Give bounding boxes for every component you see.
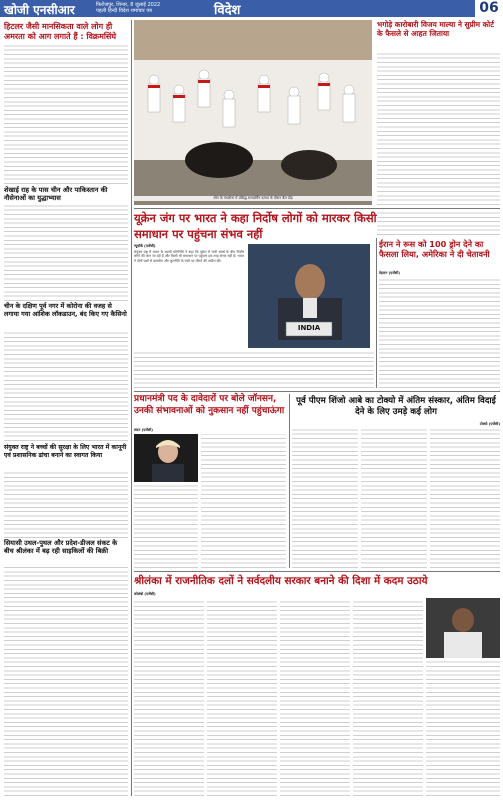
headline-iran-drones: ईरान ने रूस को 100 ड्रोन देने का फैसला लिया, अमेरिका ने दी चेतावनी	[379, 239, 490, 259]
article-body	[134, 484, 198, 568]
section-rule	[134, 208, 500, 209]
article-body	[4, 203, 128, 301]
article-body	[134, 350, 374, 388]
india-nameplate: INDIA	[297, 324, 321, 332]
article-body	[4, 44, 128, 184]
byline: न्यूयॉर्क (एजेंसी)	[134, 244, 156, 248]
article-body-ukraine: संयुक्त राष्ट्र में भारत के स्थायी प्रतिनिधि ने कहा कि यूक्रेन में जारी संघर्ष के बीच निर्दोष लोगों की जान जा रही है और किसी भी समाधान पर पहुंचना इस तरह संभव नहीं है। भारत ने दोनों पक्षों से बातचीत और कूटनीति के रास्ते पर लौटने की अपील की।	[134, 250, 244, 263]
headline-abe-funeral: पूर्व पीएम शिंजो आबे का टोक्यो में अंतिम संस्कार, अंतिम विदाई देने के लिए उमड़े कई लोग	[296, 396, 496, 417]
headline-ukraine-india: यूक्रेन जंग पर भारत ने कहा निर्दोष लोगों को मारकर किसी समाधान पर पहुंचना संभव नहीं	[134, 211, 377, 241]
bull-run-photo	[134, 20, 372, 205]
headline-china-pakistan-navy: शेखाई राह के पास चीन और पाकिस्तान की नौसेनाओं का युद्धाभ्यास	[4, 186, 108, 202]
headline-sri-lanka-govt: श्रीलंका में राजनीतिक दलों ने सर्वदलीय सरकार बनाने की दिशा में कदम उठाये	[134, 575, 428, 587]
section-rule	[134, 571, 500, 572]
article-body	[4, 566, 128, 796]
article-body	[292, 428, 358, 568]
column-rule	[289, 394, 290, 568]
article-body	[134, 598, 204, 796]
headline-china-lockdown: चीन के दक्षिण पूर्व नगर में कोरोना की वजह से लगाया गया आंशिक लॉकडाउन, बंद किए गए कैसिनो	[4, 302, 127, 318]
byline: तेहरान (एजेंसी)	[379, 271, 400, 275]
article-body	[361, 428, 427, 568]
tagline: पहली हिन्दी विदेश शमाचार पत्र	[96, 8, 152, 14]
sri-lanka-photo	[426, 598, 500, 658]
article-body	[4, 470, 128, 538]
headline-johnson: प्रधानमंत्री पद के दावेदारों पर बोले जॉनसन, उनकी संभावनाओं को नुकसान नहीं पहुंचाऊंगा	[134, 394, 285, 416]
article-body	[379, 277, 500, 388]
column-rule	[131, 20, 132, 796]
article-body	[4, 329, 128, 441]
column-rule	[376, 238, 377, 388]
date-line: फिरोजपुर, शिनार, 8 जुलाई 2022	[96, 2, 161, 8]
newspaper-logo: खोजी एनसीआर	[4, 3, 75, 17]
masthead-dateline	[96, 2, 160, 14]
headline-un-child-safety: संयुक्त राष्ट्र ने बच्चों की सुरक्षा के लिए भारत में कानूनी एवं प्रशासनिक ढांचा बनाने का स्वागत किया	[4, 444, 127, 459]
page-number: 06	[475, 0, 503, 17]
article-body	[207, 598, 277, 796]
india-un-photo	[248, 244, 370, 348]
byline: कोलंबो (एजेंसी)	[134, 592, 156, 596]
article-body	[430, 428, 500, 568]
masthead	[0, 0, 503, 17]
headline-mallya: भगोड़े कारोबारी विजय माल्या ने सुप्रीम कोर्ट के फैसले से आहत जिताया	[377, 20, 494, 38]
section-rule	[134, 391, 500, 392]
byline: टोक्यो (एजेंसी)	[479, 422, 500, 426]
article-body	[353, 598, 423, 796]
headline-wickremesinghe: हिटलर जैसी मानसिकता वाले लोग ही अमरता को आग लगाते हैं : विक्रमसिंघे	[4, 22, 117, 41]
headline-sri-lanka-cycles: सियासी उथल-पुथल और प्रदेश-डीजल संकट के बीच श्रीलंका में बढ़ रही साइकिलों की बिक्री	[4, 539, 118, 555]
section-title: विदेश	[214, 3, 241, 18]
byline: लंदन (एजेंसी)	[134, 428, 153, 432]
johnson-photo	[134, 434, 198, 482]
article-body	[426, 661, 500, 796]
photo-caption: स्पेन के पंपलोना में प्रसिद्ध सनफर्मिन उत्सव के दौरान बैल दौड़	[134, 196, 372, 201]
article-body	[280, 598, 350, 796]
article-body	[201, 434, 286, 568]
